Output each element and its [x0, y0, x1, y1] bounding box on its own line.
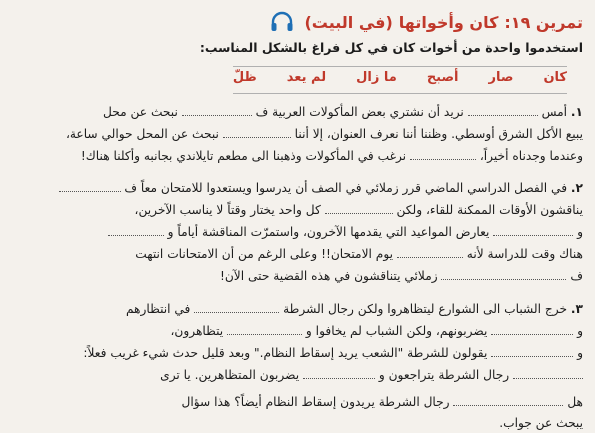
fill-blank[interactable] [59, 181, 121, 192]
sentence-text: يبحث عن جواب. [499, 416, 583, 430]
word-bank-item: صار [488, 70, 514, 85]
exercise-context: (في البيت) [304, 12, 393, 32]
sentence-text: في انتظارهم [125, 302, 191, 316]
sentence-text: يناقشون الأوقات الممكنة للقاء، ولكن [396, 203, 583, 217]
sentence-text: و [577, 324, 583, 338]
fill-blank[interactable] [227, 324, 302, 335]
sentence-text: زملائي يتناقشون في هذه القضية حتى الآن! [219, 269, 438, 283]
sentence-text: ف [570, 269, 583, 283]
headphones-icon[interactable] [270, 11, 294, 33]
sentence-text: وعندما وجدناه أخيراً، [479, 149, 583, 163]
item-3-line-6 [499, 413, 583, 433]
fill-blank[interactable] [453, 395, 563, 406]
sentence-text: و [577, 346, 583, 360]
item-number: ١. [570, 105, 583, 119]
item-3-line-1 [126, 299, 583, 319]
fill-blank[interactable] [108, 225, 164, 236]
fill-blank[interactable] [303, 368, 375, 379]
item-3-line-5 [182, 392, 583, 412]
fill-blank[interactable] [493, 225, 573, 236]
sentence-text: يعارض المواعيد التي يقدمها الآخرون، واستمرّت المناقشة أياماً و [167, 225, 490, 239]
item-2-line-2 [135, 200, 583, 220]
word-bank [233, 66, 567, 94]
item-1-line-3 [81, 146, 583, 166]
fill-blank[interactable] [491, 324, 573, 335]
item-2-line-3 [108, 222, 583, 242]
sentence-text: نبحث عن المحل حوالي ساعة، [65, 127, 219, 141]
sentence-text: رجال الشرطة يتراجعون و [378, 368, 510, 382]
item-3-line-3 [83, 343, 583, 363]
sentence-text: يضربونهم، ولكن الشباب لم يخافوا و [305, 324, 488, 338]
item-1-line-1 [103, 102, 583, 122]
sentence-text: هل [567, 395, 583, 409]
fill-blank[interactable] [491, 346, 573, 357]
sentence-text: في الفصل الدراسي الماضي قرر زملائي في الصف أن يدرسوا ويستعدوا للامتحان معاً ف [124, 181, 568, 195]
fill-blank[interactable] [325, 203, 393, 214]
fill-blank[interactable] [223, 127, 291, 138]
item-2-line-4 [135, 244, 583, 264]
sentence-text: نبحث عن محل [103, 105, 178, 119]
sentence-text: نريد أن نشتري بعض المأكولات العربية ف [255, 105, 464, 119]
fill-blank[interactable] [468, 105, 538, 116]
sentence-text: رجال الشرطة يريدون إسقاط النظام أيضاً؟ هذا سؤال [181, 395, 450, 409]
item-2-line-1 [59, 178, 583, 198]
sentence-text: يبيع الأكل الشرق أوسطي. وظننا أننا نعرف العنوان، إلا أننا [294, 127, 583, 141]
exercise-number: تمرين ١٩: [504, 12, 583, 32]
sentence-text: يتظاهرون، [170, 324, 224, 338]
sentence-text: هناك وقت للدراسة لأنه [466, 247, 583, 261]
instruction-text: استخدموا واحدة من أخوات كان في كل فراغ بالشكل المناسب: [199, 40, 583, 55]
fill-blank[interactable] [182, 105, 252, 116]
item-number: ٢. [570, 181, 583, 195]
sentence-text: كل واحد يختار وقتاً لا يناسب الآخرين، [134, 203, 321, 217]
item-1-line-2 [66, 124, 583, 144]
word-bank-item: كان [543, 70, 567, 85]
fill-blank[interactable] [194, 302, 279, 313]
item-3-line-2 [170, 321, 583, 341]
item-3-line-4 [160, 365, 583, 385]
sentence-text: يوم الامتحان!! وعلى الرغم من أن الامتحانات انتهت [135, 247, 394, 261]
item-2-line-5 [220, 266, 583, 286]
sentence-text: يضربون المتظاهرين. يا ترى [160, 368, 300, 382]
word-bank-item: أصبح [426, 70, 459, 85]
fill-blank[interactable] [513, 368, 583, 379]
sentence-text: نرغب في المأكولات وذهبنا الى مطعم تايلاندي بجانبه وأكلنا هناك! [80, 149, 407, 163]
fill-blank[interactable] [441, 269, 566, 280]
sentence-text: أمس [541, 105, 568, 119]
word-bank-item: ظلّ [232, 70, 257, 85]
fill-blank[interactable] [397, 247, 463, 258]
sentence-text: يقولون للشرطة "الشعب يريد إسقاط النظام." وبعد قليل حدث شيء غريب فعلاً: [83, 346, 488, 360]
sentence-text: و [577, 225, 583, 239]
exercise-header [270, 9, 583, 35]
exercise-title: كان وأخواتها [398, 12, 499, 32]
item-number: ٣. [570, 302, 583, 316]
word-bank-item: ما زال [356, 70, 397, 85]
fill-blank[interactable] [410, 149, 476, 160]
sentence-text: خرج الشباب الى الشوارع ليتظاهروا ولكن رجال الشرطة [283, 302, 568, 316]
word-bank-item: لم يعد [286, 70, 327, 85]
